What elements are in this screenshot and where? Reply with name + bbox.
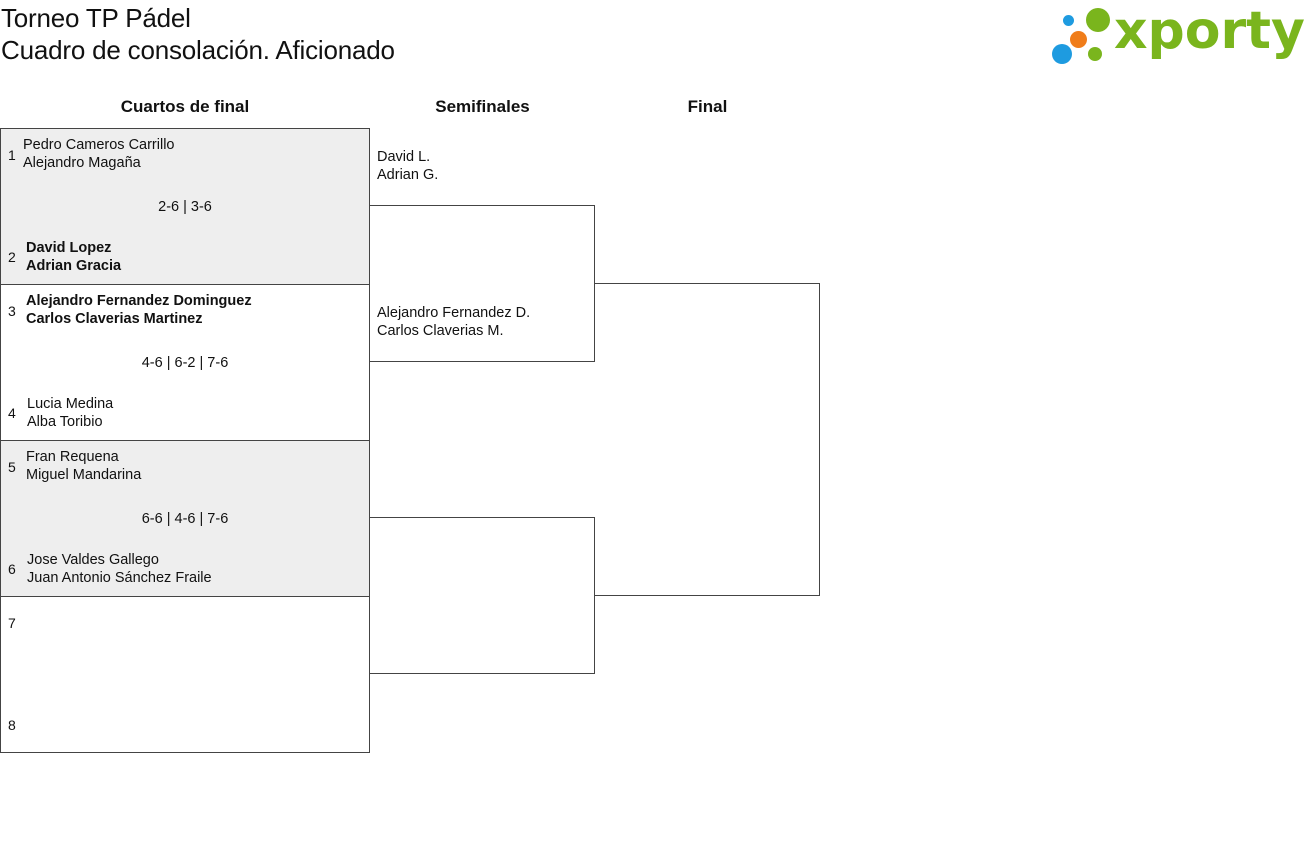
team-bottom-winner[interactable] (26, 239, 121, 275)
player-name: Alba Toribio (27, 414, 103, 430)
match-card-1[interactable] (0, 128, 370, 285)
logo-wordmark: xporty (1114, 1, 1305, 61)
xporty-logo (1050, 1, 1305, 68)
match-score: 4-6 | 6-2 | 7-6 (141, 355, 229, 371)
match-score: 2-6 | 3-6 (158, 199, 212, 215)
team-top[interactable] (26, 448, 141, 484)
seed-number: 1 (8, 147, 16, 163)
semifinal-entrant-2[interactable] (377, 304, 530, 340)
logo-dot-blue-small (1063, 15, 1074, 26)
player-name: Jose Valdes Gallego (27, 552, 159, 568)
logo-dot-green (1086, 8, 1110, 32)
match-card-3[interactable] (0, 440, 370, 597)
round-header-quarterfinals: Cuartos de final (120, 97, 250, 116)
logo-dot-blue (1052, 44, 1072, 64)
player-name: Adrian G. (377, 167, 439, 183)
match-score: 6-6 | 4-6 | 7-6 (141, 511, 229, 527)
player-name: Pedro Cameros Carrillo (23, 137, 175, 153)
team-bottom[interactable] (27, 551, 212, 587)
semifinal-bracket-2 (370, 517, 595, 674)
logo-dot-orange (1070, 31, 1087, 48)
player-name: Carlos Claverias Martinez (26, 311, 203, 327)
player-name: David Lopez (26, 240, 112, 256)
player-name: Fran Requena (26, 449, 119, 465)
tournament-title: Torneo TP Pádel (1, 3, 191, 33)
team-top-winner[interactable] (26, 292, 252, 328)
team-top[interactable] (23, 136, 175, 172)
seed-number: 8 (8, 717, 16, 733)
logo-dot-green-small (1088, 47, 1102, 61)
player-name: Juan Antonio Sánchez Fraile (27, 570, 212, 586)
seed-number: 6 (8, 561, 16, 577)
team-bottom[interactable] (27, 395, 113, 431)
final-bracket (595, 283, 820, 596)
player-name: Adrian Gracia (26, 258, 122, 274)
player-name: Carlos Claverias M. (377, 323, 504, 339)
match-card-4[interactable] (0, 596, 370, 753)
seed-number: 3 (8, 303, 16, 319)
player-name: David L. (377, 149, 431, 165)
seed-number: 7 (8, 615, 16, 631)
round-header-final: Final (687, 97, 728, 116)
draw-subtitle: Cuadro de consolación. Aficionado (1, 35, 395, 65)
seed-number: 4 (8, 405, 16, 421)
player-name: Miguel Mandarina (26, 467, 142, 483)
player-name: Alejandro Magaña (23, 155, 141, 171)
semifinal-entrant-1[interactable] (377, 148, 438, 184)
match-card-2[interactable] (0, 284, 370, 441)
round-header-semifinals: Semifinales (435, 97, 530, 116)
player-name: Alejandro Fernandez D. (377, 305, 531, 321)
player-name: Lucia Medina (27, 396, 114, 412)
player-name: Alejandro Fernandez Dominguez (26, 293, 252, 309)
seed-number: 5 (8, 459, 16, 475)
seed-number: 2 (8, 249, 16, 265)
page-title (1, 2, 395, 66)
